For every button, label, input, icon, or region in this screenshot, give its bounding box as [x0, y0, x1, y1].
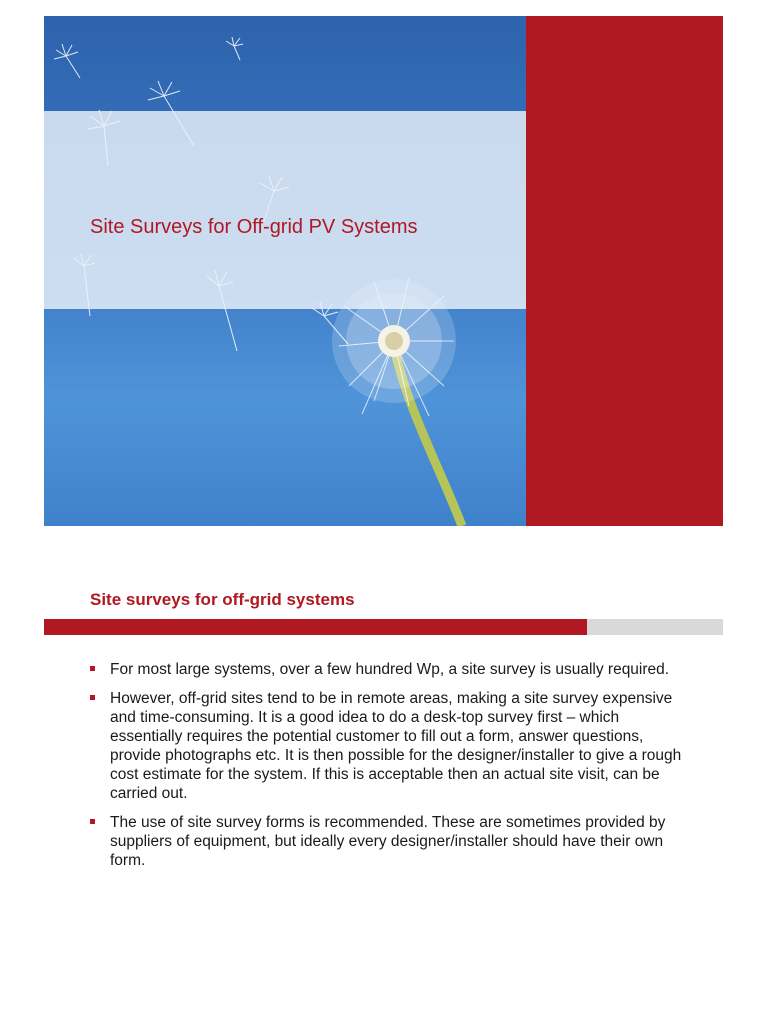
list-item-text: For most large systems, over a few hundred Wp, a site survey is usually required.	[110, 661, 670, 678]
section-heading: Site surveys for off-grid systems	[90, 590, 355, 609]
list-item-text: However, off-grid sites tend to be in remote areas, making a site survey expensive and time-consuming. It is a good idea to do a desk-top survey first – which essentially requires the potential customer to fill out a form, answer questions, provide photographs etc. It is then possible for the designer/installer to give a rough cost estimate for the system. If this is acceptable then an actual site visit, can be carried out.	[110, 690, 682, 802]
heading-underline-grey	[587, 619, 723, 635]
bullet-square-icon	[90, 695, 95, 700]
title-band	[44, 111, 526, 309]
list-item	[90, 813, 690, 870]
seed-icon	[54, 44, 80, 78]
list-item-text: The use of site survey forms is recommended. These are sometimes provided by suppliers of equipment, but ideally every designer/installer should have their own form.	[110, 814, 666, 869]
seed-icon	[226, 37, 243, 60]
list-item	[90, 689, 690, 803]
red-side-panel	[526, 16, 723, 526]
list-item	[90, 660, 690, 679]
heading-underline-red	[44, 619, 587, 635]
title-slide	[44, 16, 723, 526]
bullet-square-icon	[90, 666, 95, 671]
slide-title: Site Surveys for Off-grid PV Systems	[90, 216, 418, 238]
bullet-square-icon	[90, 819, 95, 824]
bullet-list	[90, 660, 690, 880]
